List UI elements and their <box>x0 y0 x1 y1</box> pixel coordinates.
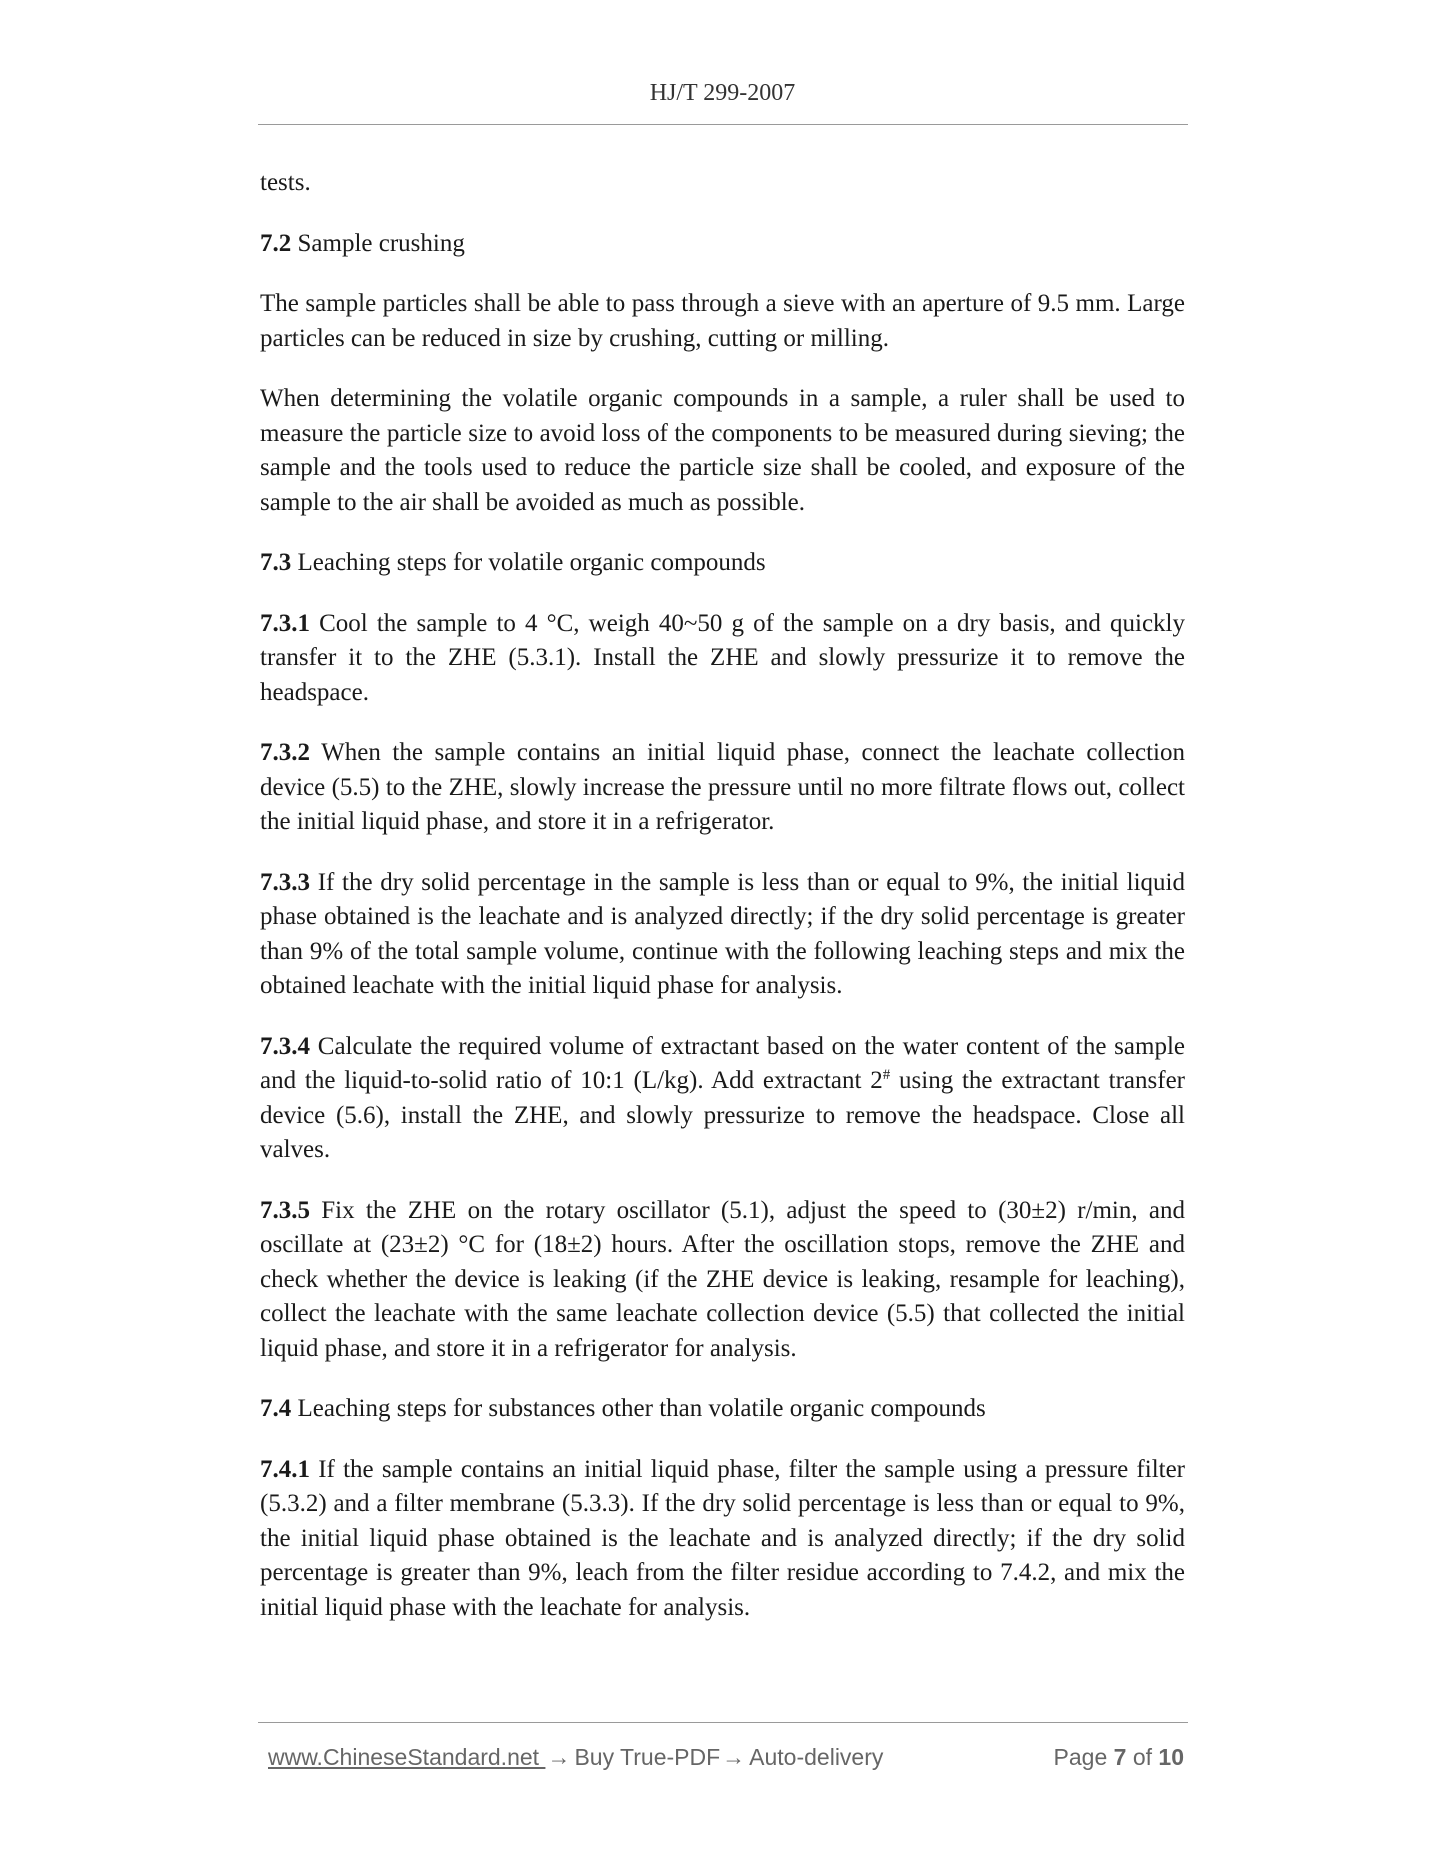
clause-7-3-5 <box>260 1194 1185 1367</box>
section-number: 7.3 <box>260 549 292 576</box>
clause-text-part-a: Calculate the required volume of extractant based on the water content of the sample and the liquid-to-solid ratio of 10:1 (L/kg). Add extractant 2 <box>260 1032 1185 1094</box>
page-indicator <box>1054 1740 1184 1774</box>
clause-text: Cool the sample to 4 °C, weigh 40~50 g of the sample on a dry basis, and quickly transfer it to the ZHE (5.3.1). Install the ZHE and slowly pressurize it to remove the headspace. <box>260 609 1186 706</box>
header-divider <box>258 124 1188 125</box>
clause-number: 7.3.3 <box>260 868 310 896</box>
page-label: Page <box>1053 1744 1108 1770</box>
clause-text: If the dry solid percentage in the sample is less than or equal to 9%, the initial liquid phase obtained is the leachate and is analyzed directly; if the dry solid percentage is greater than 9% of the total sample volume, continue with the following leaching steps and mix the obtained leachate with the initial liquid phase for analysis. <box>260 868 1186 999</box>
section-title: Leaching steps for volatile organic compounds <box>297 549 766 576</box>
arrow-right-icon: → <box>722 1744 746 1770</box>
clause-number: 7.3.2 <box>260 739 310 766</box>
document-code: HJ/T 299-2007 <box>649 80 796 106</box>
document-body <box>260 166 1185 1651</box>
section-number: 7.2 <box>260 229 292 257</box>
section-title: Leaching steps for substances other than volatile organic compounds <box>297 1395 986 1422</box>
section-heading-7-3 <box>260 546 1185 581</box>
clause-number: 7.3.4 <box>260 1032 310 1060</box>
buy-pdf-text: Buy True-PDF <box>574 1744 721 1770</box>
page-total: 10 <box>1158 1744 1184 1770</box>
section-title: Sample crushing <box>297 229 465 257</box>
page-of: of <box>1132 1744 1153 1770</box>
section-heading-7-2 <box>260 227 1185 262</box>
section-number: 7.4 <box>260 1395 292 1422</box>
footer-promo <box>268 1740 883 1774</box>
clause-number: 7.3.1 <box>260 609 310 637</box>
paragraph-sieve-aperture: The sample particles shall be able to pass through a sieve with an aperture of 9.5 mm. Large particles can be reduced in size by crushing, cutting or milling. <box>260 290 1185 352</box>
page-current: 7 <box>1113 1744 1127 1770</box>
arrow-right-icon: → <box>547 1744 571 1770</box>
clause-number: 7.4.1 <box>260 1455 310 1483</box>
clause-7-3-2 <box>260 736 1185 840</box>
clause-7-4-1 <box>260 1453 1185 1626</box>
clause-7-3-3 <box>260 866 1185 1004</box>
clause-text: When the sample contains an initial liquid phase, connect the leachate collection device (5.5) to the ZHE, slowly increase the pressure until no more filtrate flows out, collect the initial liquid phase, and store it in a refrigerator. <box>260 739 1185 835</box>
clause-text: If the sample contains an initial liquid phase, filter the sample using a pressure filter (5.3.2) and a filter membrane (5.3.3). If the dry solid percentage is less than or equal to 9%, the initial liquid phase obtained is the leachate and is analyzed directly; if the dry solid percentage is greater than 9%, leach from the filter residue according to 7.4.2, and mix the initial liquid phase with the leachate for analysis. <box>260 1455 1186 1621</box>
superscript-hash: # <box>882 1067 891 1083</box>
clause-number: 7.3.5 <box>260 1196 310 1224</box>
website-link[interactable]: www.ChineseStandard.net <box>268 1744 546 1770</box>
clause-7-3-1 <box>260 607 1185 711</box>
clause-7-3-4 <box>260 1030 1185 1168</box>
paragraph-continuation: tests. <box>260 169 311 196</box>
page-footer <box>268 1740 1184 1774</box>
section-heading-7-4 <box>260 1392 1185 1427</box>
paragraph-volatile-particle-size: When determining the volatile organic compounds in a sample, a ruler shall be used to measure the particle size to avoid loss of the components to be measured during sieving; the sample and the tools used to reduce the particle size shall be cooled, and exposure of the sample to the air shall be avoided as much as possible. <box>260 385 1185 516</box>
clause-text: Fix the ZHE on the rotary oscillator (5.1), adjust the speed to (30±2) r/min, and oscillate at (23±2) °C for (18±2) hours. After the oscillation stops, remove the ZHE and check whether the device is leaking (if the ZHE device is leaking, resample for leaching), collect the leachate with the same leachate collection device (5.5) that collected the initial liquid phase, and store it in a refrigerator for analysis. <box>260 1196 1185 1362</box>
clause-text-part-b: using the extractant transfer device (5.6), install the ZHE, and slowly pressurize to remove the headspace. Close all valves. <box>260 1067 1185 1163</box>
auto-delivery-text: Auto-delivery <box>749 1744 884 1770</box>
footer-divider <box>258 1722 1188 1723</box>
